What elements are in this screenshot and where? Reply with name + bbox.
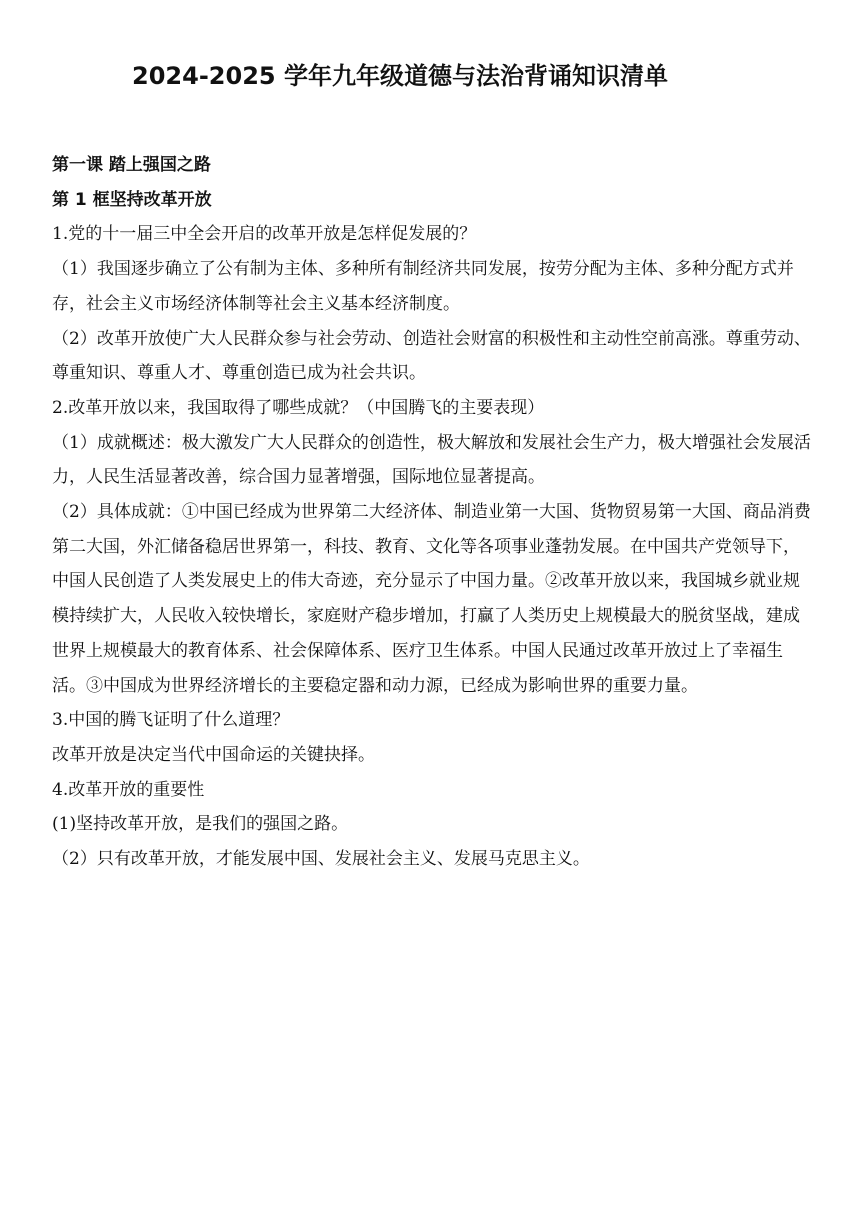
lesson-heading: 第一课 踏上强国之路 xyxy=(52,155,211,175)
question-1: 1.党的十一届三中全会开启的改革开放是怎样促发展的？ xyxy=(52,224,477,245)
question-3: 3.中国的腾飞证明了什么道理？ xyxy=(52,710,290,731)
question-4: 4.改革开放的重要性 xyxy=(52,779,205,800)
document-body xyxy=(52,148,812,877)
answer-1-point-1: （1）我国逐步确立了公有制为主体、多种所有制经济共同发展，按劳分配为主体、多种分配方式并存，社会主义市场经济体制等社会主义基本经济制度。 xyxy=(52,259,794,314)
question-2: 2.改革开放以来，我国取得了哪些成就？（中国腾飞的主要表现） xyxy=(52,397,545,418)
answer-4-point-2: （2）只有改革开放，才能发展中国、发展社会主义、发展马克思主义。 xyxy=(52,849,590,870)
answer-1-point-2: （2）改革开放使广大人民群众参与社会劳动、创造社会财富的积极性和主动性空前高涨。尊重劳动、尊重知识、尊重人才、尊重创造已成为社会共识。 xyxy=(52,328,811,384)
answer-3: 改革开放是决定当代中国命运的关键抉择。 xyxy=(52,744,375,765)
answer-4-point-1: (1)坚持改革开放，是我们的强国之路。 xyxy=(52,814,349,835)
document-title: 2024-2025 学年九年级道德与法治背诵知识清单 xyxy=(132,62,668,90)
answer-2-point-2: （2）具体成就：①中国已经成为世界第二大经济体、制造业第一大国、货物贸易第一大国、商品消费第二大国，外汇储备稳居世界第一，科技、教育、文化等各项事业蓬勃发展。在中国共产党领导下，中国人民创造了人类发展史上的伟大奇迹，充分显示了中国力量。②改革开放以来，我国城乡就业规模持续扩大，人民收入较快增长，家庭财产稳步增加，打赢了人类历史上规模最大的脱贫坚战，建成世界上规模最大的教育体系、社会保障体系、医疗卫生体系。中国人民通过改革开放过上了幸福生活。③中国成为世界经济增长的主要稳定器和动力源，已经成为影响世界的重要力量。 xyxy=(52,502,811,696)
section-heading: 第 1 框坚持改革开放 xyxy=(52,189,212,210)
answer-2-point-1: （1）成就概述：极大激发广大人民群众的创造性，极大解放和发展社会生产力，极大增强社会发展活力，人民生活显著改善，综合国力显著增强，国际地位显著提高。 xyxy=(52,432,811,488)
